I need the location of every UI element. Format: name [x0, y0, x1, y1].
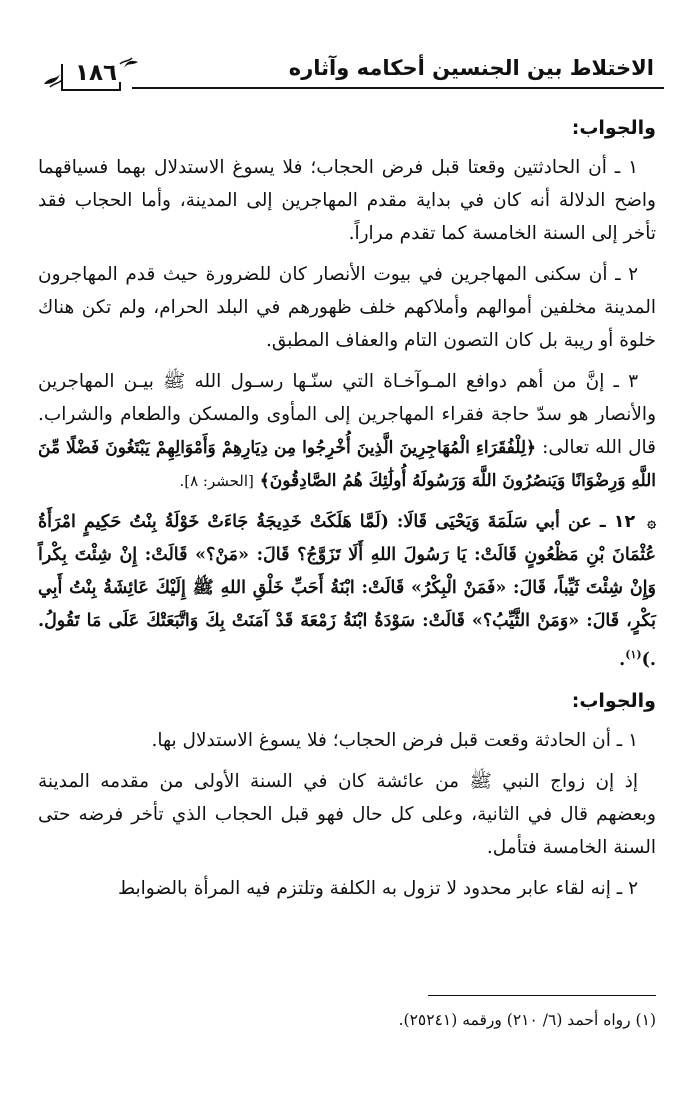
footnote-1 [38, 1008, 656, 1032]
hadith-text: عن أبي سَلَمَةَ وَيَحْيَى قَالَا: (لَمَّا هَلَكَتْ خَدِيجَةُ جَاءَتْ خَوْلَةُ بِنْتُ حَكِيمٍ امْرَأَةُ عُثْمَانَ بْنِ مَظْعُونٍ قَالَتْ: يَا رَسُولَ اللهِ أَلَا تَزَوَّجُ؟ قَالَ: «مَنْ؟» قَالَتْ: إِنْ شِئْتَ بِكْراً وَإِنْ شِئْتَ ثَيِّباً، قَالَ: «فَمَنْ الْبِكْرُ» قَالَتْ: ابْنَةُ أَحَبِّ خَلْقِ اللهِ ﷺ إِلَيْكَ عَائِشَةُ بِنْتُ أَبِي بَكْرٍ، قَالَ: «وَمَنْ الثَّيِّبُ؟» قَالَتْ: سَوْدَةُ ابْنَةُ زَمْعَةَ قَدْ آمَنَتْ بِكَ وَاتَّبَعَتْكَ عَلَى مَا تَقُولُ. .) [38, 512, 656, 670]
paragraph-3 [38, 365, 656, 498]
hadith-end: . [619, 649, 626, 670]
hadith-marker-icon: ۞ [647, 513, 657, 531]
running-title: الاختلاط بين الجنسين أحكامه وآثاره [288, 56, 654, 80]
quran-verse: ﴿لِلْفُقَرَاءِ الْمُهَاجِرِينَ الَّذِينَ أُخْرِجُوا مِن دِيَارِهِمْ وَأَمْوَالِهِمْ يَبْتَغُونَ فَضْلًا مِّنَ اللَّهِ وَرِضْوَانًا وَيَنصُرُونَ اللَّهَ وَرَسُولَهُ أُولَٰئِكَ هُمُ الصَّادِقُونَ﴾ [38, 438, 656, 491]
hadith-number: ١٢ ـ [599, 512, 636, 532]
hadith-12 [38, 506, 656, 677]
paragraph-2: ٢ ـ أن سكنى المهاجرين في بيوت الأنصار كان للضرورة حيث قدم المهاجرون المدينة مخلفين أموالهم وأملاكهم خلف ظهورهم في البلد الحرام، ولم تكن هناك خلوة أو ريبة بل كان التصون التام والعفاف المطبق. [38, 264, 656, 351]
paragraph-3-text: ٣ ـ إنَّ من أهم دوافع المـوآخـاة التي سنّـها رسـول الله ﷺ بيـن المهاجرين والأنصار هو سدّ حاجة فقراء المهاجرين إلى المأوى والمسكن والطعام والشراب. قال الله تعالى: [38, 371, 656, 458]
page-body [38, 112, 656, 913]
footnote-number: (١) [635, 1011, 656, 1029]
quran-citation: [الحشر: ٨]. [179, 472, 254, 490]
paragraph-1: ١ ـ أن الحادثتين وقعتا قبل فرض الحجاب؛ فلا يسوغ الاستدلال بهما فسياقهما واضح الدلالة أنه كان في بداية مقدم المهاجرين إلى المدينة، وأما الحجاب فقد تأخر إلى السنة الخامسة كما تقدم مراراً. [38, 157, 656, 244]
paragraph-6: ٢ ـ إنه لقاء عابر محدود لا تزول به الكلفة وتلتزم فيه المرأة بالضوابط [117, 877, 638, 899]
footnote-reference: (١) [625, 648, 642, 661]
footnote-separator [428, 995, 656, 996]
page-number: ١٨٦ [74, 60, 118, 86]
paragraph-5: إذ إن زواج النبي ﷺ من عائشة كان في السنة الأولى من مقدمه المدينة وبعضهم قال في الثانية، وعلى كل حال فهو قبل الحجاب الذي تأخر فرضه حتى السنة الخامسة فتأمل. [38, 770, 656, 858]
page-number-frame [40, 54, 142, 94]
paragraph-4: ١ ـ أن الحادثة وقعت قبل فرض الحجاب؛ فلا يسوغ الاستدلال بها. [151, 729, 638, 751]
answer-heading: والجواب: [571, 117, 656, 139]
footnote-text: رواه أحمد (٦/ ٢١٠) ورقمه (٢٥٢٤١). [398, 1011, 631, 1029]
page-header [32, 50, 664, 100]
answer-heading-2: والجواب: [571, 689, 656, 712]
header-rule [132, 87, 664, 89]
